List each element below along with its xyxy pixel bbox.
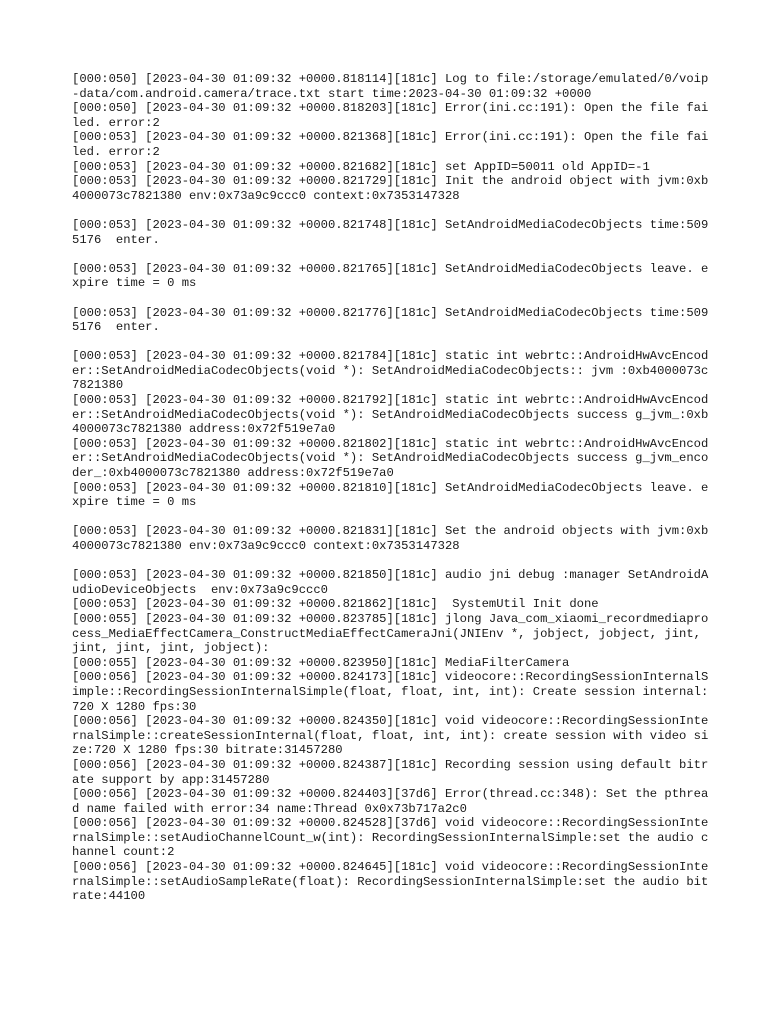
log-entry: [000:050] [2023-04-30 01:09:32 +0000.818203][181c] Error(ini.cc:191): Open the file failed. error:2 (72, 101, 709, 130)
log-entry: [000:053] [2023-04-30 01:09:32 +0000.821682][181c] set AppID=50011 old AppID=-1 (72, 159, 650, 174)
log-entry: [000:053] [2023-04-30 01:09:32 +0000.821776][181c] SetAndroidMediaCodecObjects time:5095176 enter. (72, 305, 709, 335)
log-entry: [000:056] [2023-04-30 01:09:32 +0000.824350][181c] void videocore::RecordingSessionInternalSimple::createSessionInternal(float, float, int, int): create session with video size:720 X 1280 fps:30 bitrate:31457280 (72, 714, 709, 758)
log-document (72, 72, 712, 904)
log-entry: [000:056] [2023-04-30 01:09:32 +0000.824645][181c] void videocore::RecordingSessionInternalSimple::setAudioSampleRate(float): RecordingSessionInternalSimple:set the audio bitrate:44100 (72, 860, 709, 904)
log-entry: [000:053] [2023-04-30 01:09:32 +0000.821792][181c] static int webrtc::AndroidHwAvcEncoder::SetAndroidMediaCodecObjects(void *): SetAndroidMediaCodecObjects success g_jvm_:0xb4000073c7821380 address:0x72f519e7a0 (72, 393, 709, 437)
log-entry: [000:053] [2023-04-30 01:09:32 +0000.821765][181c] SetAndroidMediaCodecObjects leave. expire time = 0 ms (72, 261, 709, 291)
log-entry: [000:055] [2023-04-30 01:09:32 +0000.823785][181c] jlong Java_com_xiaomi_recordmediaprocess_MediaEffectCamera_ConstructMediaEffectCameraJni(JNIEnv *, jobject, jobject, jint, jint, jint, jint, jobject): (72, 611, 709, 656)
log-entry: [000:055] [2023-04-30 01:09:32 +0000.823950][181c] MediaFilterCamera (72, 655, 570, 670)
log-entry: [000:050] [2023-04-30 01:09:32 +0000.818114][181c] Log to file:/storage/emulated/0/voip-data/com.android.camera/trace.txt start time:2023-04-30 01:09:32 +0000 (72, 72, 709, 101)
log-entry: [000:053] [2023-04-30 01:09:32 +0000.821748][181c] SetAndroidMediaCodecObjects time:5095176 enter. (72, 217, 709, 247)
log-entry: [000:056] [2023-04-30 01:09:32 +0000.824403][37d6] Error(thread.cc:348): Set the pthread name failed with error:34 name:Thread 0x0x73b717a2c0 (72, 787, 709, 816)
log-entry: [000:053] [2023-04-30 01:09:32 +0000.821862][181c] SystemUtil Init done (72, 597, 599, 612)
log-entry: [000:053] [2023-04-30 01:09:32 +0000.821784][181c] static int webrtc::AndroidHwAvcEncoder::SetAndroidMediaCodecObjects(void *): SetAndroidMediaCodecObjects:: jvm :0xb4000073c7821380 (72, 349, 709, 393)
log-entry: [000:053] [2023-04-30 01:09:32 +0000.821802][181c] static int webrtc::AndroidHwAvcEncoder::SetAndroidMediaCodecObjects(void *): SetAndroidMediaCodecObjects success g_jvm_encoder_:0xb4000073c7821380 address:0x72f519e7a0 (72, 436, 709, 481)
log-entry: [000:053] [2023-04-30 01:09:32 +0000.821831][181c] Set the android objects with jvm:0xb4000073c7821380 env:0x73a9c9ccc0 context:0x7353147328 (72, 524, 709, 553)
log-entry: [000:053] [2023-04-30 01:09:32 +0000.821368][181c] Error(ini.cc:191): Open the file failed. error:2 (72, 130, 709, 159)
log-entry: [000:053] [2023-04-30 01:09:32 +0000.821850][181c] audio jni debug :manager SetAndroidAudioDeviceObjects env:0x73a9c9ccc0 (72, 568, 709, 597)
log-entry: [000:053] [2023-04-30 01:09:32 +0000.821729][181c] Init the android object with jvm:0xb4000073c7821380 env:0x73a9c9ccc0 context:0x7353147328 (72, 174, 709, 203)
log-entry: [000:056] [2023-04-30 01:09:32 +0000.824387][181c] Recording session using default bitrate support by app:31457280 (72, 757, 709, 787)
log-entry: [000:053] [2023-04-30 01:09:32 +0000.821810][181c] SetAndroidMediaCodecObjects leave. expire time = 0 ms (72, 480, 709, 510)
log-entry: [000:056] [2023-04-30 01:09:32 +0000.824173][181c] videocore::RecordingSessionInternalSimple::RecordingSessionInternalSimple(float, float, int, int): Create session internal:720 X 1280 fps:30 (72, 670, 709, 714)
log-entry: [000:056] [2023-04-30 01:09:32 +0000.824528][37d6] void videocore::RecordingSessionInternalSimple::setAudioChannelCount_w(int): RecordingSessionInternalSimple:set the audio channel count:2 (72, 816, 709, 860)
